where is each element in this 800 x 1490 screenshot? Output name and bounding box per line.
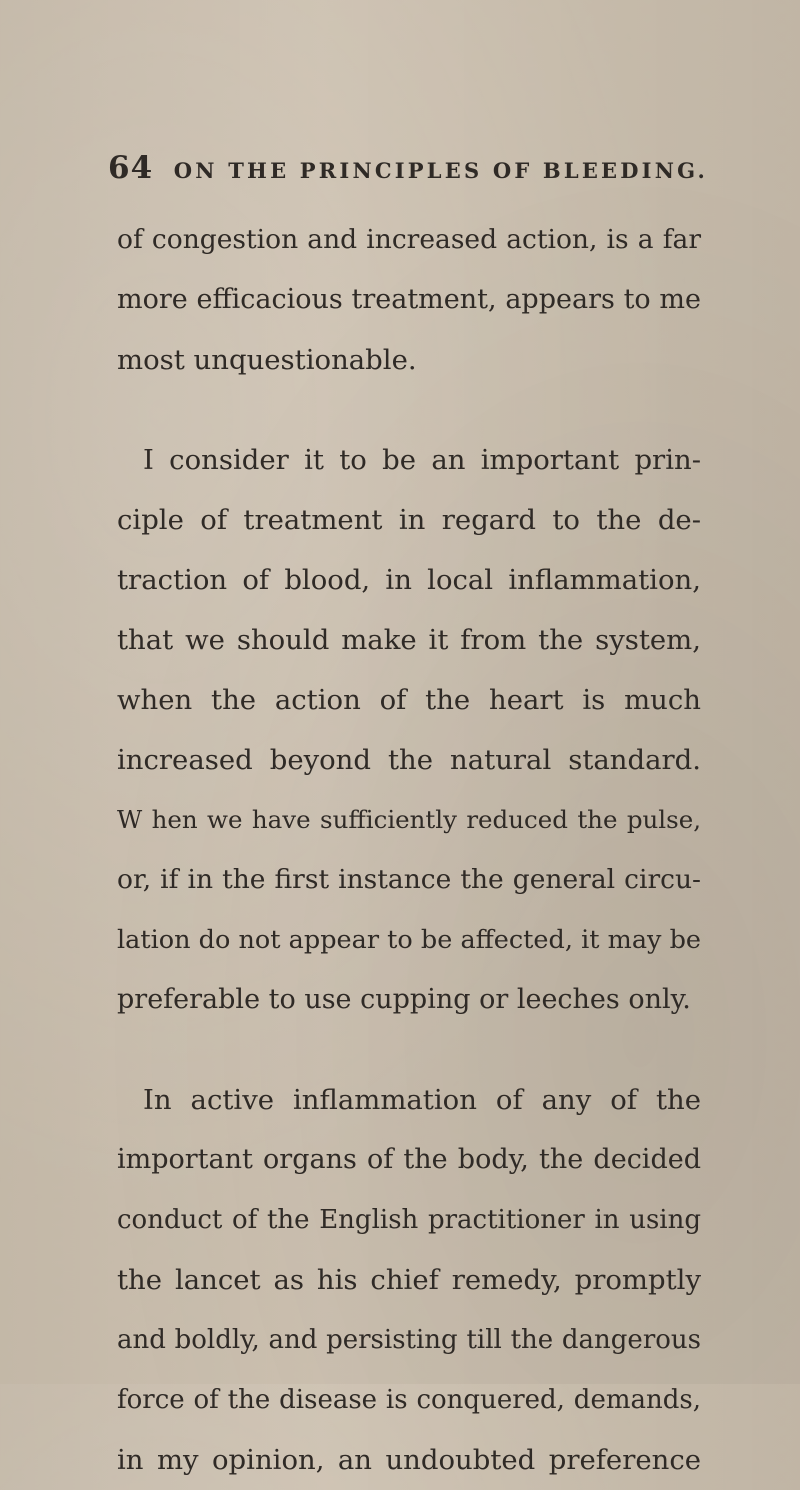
- text-line: preferable to use cupping or leeches only.: [117, 984, 691, 1015]
- page-number: 64: [108, 150, 154, 186]
- running-head: [108, 150, 708, 194]
- text-line: or, if in the first instance the general circu-: [117, 864, 701, 895]
- text-line: and boldly, and persisting till the dangerous: [117, 1325, 701, 1355]
- text-line: more efficacious treatment, appears to me: [117, 284, 701, 315]
- paragraph-1: [117, 210, 701, 390]
- text-line: increased beyond the natural standard.: [117, 744, 701, 776]
- text-line: important organs of the body, the decided: [117, 1144, 701, 1175]
- text-line: that we should make it from the system,: [117, 624, 701, 656]
- paragraph-2: [117, 430, 701, 1030]
- text-line: lation do not appear to be affected, it may be: [117, 925, 701, 955]
- paragraph-3: [117, 1070, 701, 1490]
- text-line: In active inflammation of any of the: [143, 1084, 701, 1116]
- body-text: [117, 210, 701, 1490]
- text-line: ciple of treatment in regard to the de-: [117, 504, 701, 536]
- text-line: I consider it to be an important prin-: [143, 444, 701, 476]
- text-line: when the action of the heart is much: [117, 684, 701, 716]
- text-line: in my opinion, an undoubted preference: [117, 1444, 701, 1476]
- text-line: most unquestionable.: [117, 344, 417, 376]
- text-line: conduct of the English practitioner in using: [117, 1205, 701, 1235]
- text-line: traction of blood, in local inflammation,: [117, 564, 701, 596]
- text-line: W hen we have sufficiently reduced the pulse,: [117, 805, 701, 834]
- running-title: ON THE PRINCIPLES OF BLEEDING.: [173, 158, 708, 183]
- text-line: of congestion and increased action, is a far: [117, 224, 701, 255]
- text-line: force of the disease is conquered, demands,: [117, 1385, 701, 1415]
- text-line: the lancet as his chief remedy, promptly: [117, 1264, 701, 1296]
